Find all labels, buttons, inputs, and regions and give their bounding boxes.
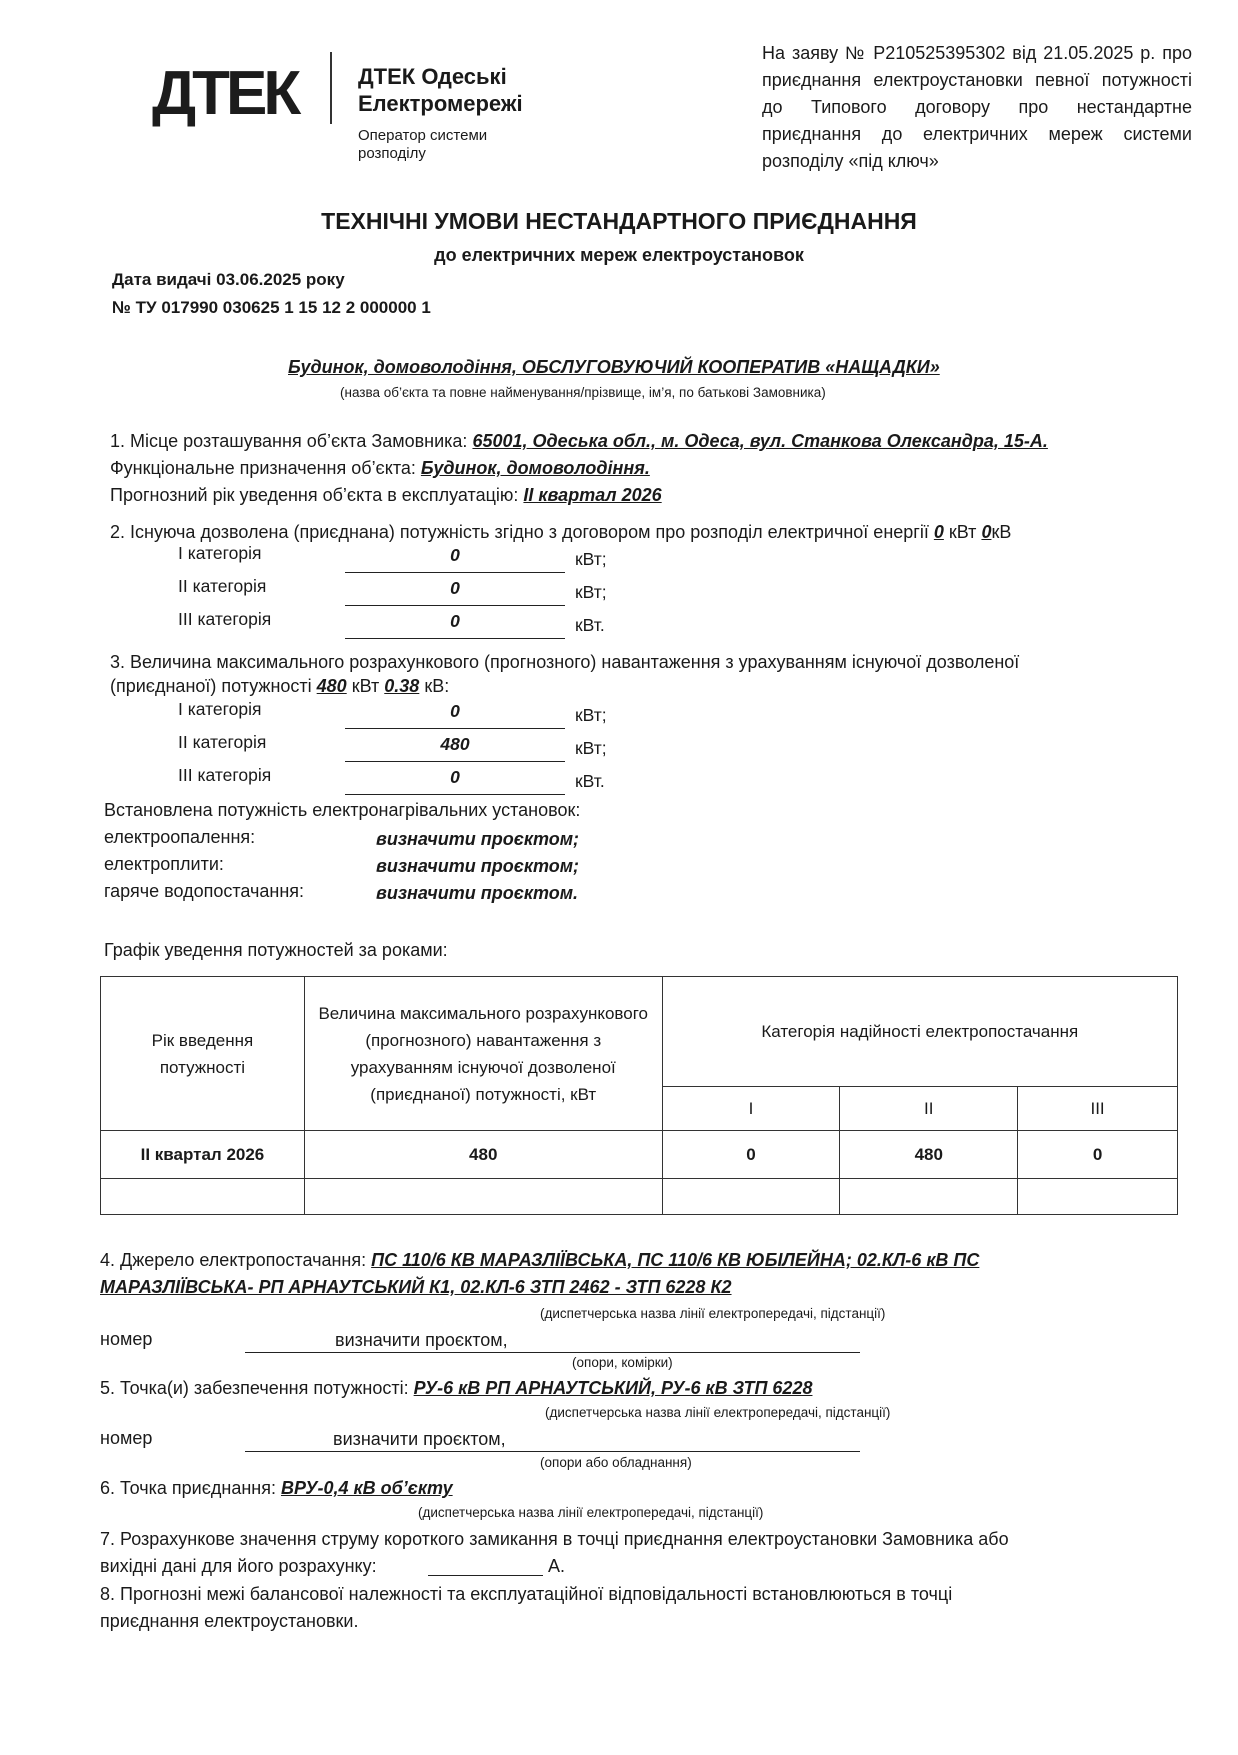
s1-year: [110, 485, 662, 506]
company-logo: ДТЕК: [152, 59, 298, 128]
company-name: [358, 63, 523, 117]
s3-power: 480: [316, 676, 347, 696]
empty-cell: [304, 1179, 662, 1215]
s2-text-a: 2. Існуюча дозволена (приєднана) потужність згідно з договором про розподіл електричної енергії: [110, 522, 929, 542]
company-name-line1: ДТЕК Одеські: [358, 64, 507, 89]
s3-row-underline: [345, 794, 565, 795]
s2-power: 0: [933, 522, 944, 542]
s3-unit-kv: кВ:: [424, 676, 450, 696]
object-name-caption: (назва об’єкта та повне найменування/прізвище, ім’я, по батькові Замовника): [340, 385, 826, 400]
s2-unit-kv: кВ: [991, 522, 1012, 542]
s3-row-value: 480: [440, 734, 470, 754]
heating-title: Встановлена потужність електронагрівальних установок:: [104, 800, 581, 820]
s3-row-label: І категорія: [178, 699, 262, 719]
company-name-line2: Електромережі: [358, 91, 523, 116]
s1-location: [110, 431, 1048, 452]
header-cat-1: І: [662, 1087, 840, 1131]
s6-point: [100, 1478, 453, 1499]
s1-year-value: ІІ квартал 2026: [523, 485, 662, 505]
s5-number-value: визначити проєктом,: [333, 1429, 506, 1449]
header-cat-3: ІІІ: [1018, 1087, 1178, 1131]
s3-line2: [110, 676, 449, 697]
operator-line2: розподілу: [358, 145, 426, 162]
s4-value-line2: МАРАЗЛІЇВСЬКА- РП АРНАУТСЬКИЙ К1, 02.КЛ-6 ЗТП 2462 - ЗТП 6228 К2: [100, 1277, 732, 1297]
s4-number-underline: [245, 1352, 860, 1353]
s2-row-unit: кВт.: [575, 615, 605, 635]
s4-number-caption: (опори, комірки): [572, 1355, 673, 1370]
issue-date: Дата видачі 03.06.2025 року: [112, 270, 345, 289]
schedule-table: [100, 976, 1178, 1215]
s5-number-caption: (опори або обладнання): [540, 1455, 692, 1470]
s3-row-unit: кВт.: [575, 771, 605, 791]
row-year: ІІ квартал 2026: [101, 1131, 305, 1179]
s5-caption: (диспетчерська назва лінії електропередачі, підстанції): [545, 1405, 891, 1420]
s4-label: 4. Джерело електропостачання:: [100, 1250, 367, 1270]
empty-cell: [101, 1179, 305, 1215]
s5-label: 5. Точка(и) забезпечення потужності:: [100, 1378, 409, 1398]
s4-number-value: визначити проєктом,: [335, 1330, 508, 1350]
tu-number: № ТУ 017990 030625 1 15 12 2 000000 1: [112, 298, 431, 317]
empty-cell: [1018, 1179, 1178, 1215]
s3-row-underline: [345, 761, 565, 762]
s3-row-value: 0: [450, 767, 460, 787]
heating-label: електроопалення:: [104, 827, 256, 847]
s2-row-label: ІІ категорія: [178, 576, 267, 596]
s2-unit-kw: кВт: [948, 522, 977, 542]
s2-row-unit: кВт;: [575, 549, 607, 569]
s3-row-underline: [345, 728, 565, 729]
s7-line2: вихідні дані для його розрахунку:: [100, 1556, 377, 1576]
s3-row-value: 0: [450, 701, 460, 721]
s8-line1: 8. Прогнозні межі балансової належності та експлуатаційної відповідальності встановлюються в точці: [100, 1584, 953, 1604]
logo-divider: [330, 52, 332, 124]
s2-row-label: ІІІ категорія: [178, 609, 272, 629]
s2-row-value: 0: [450, 578, 460, 598]
row-cat-1: 0: [662, 1131, 840, 1179]
s3-row-unit: кВт;: [575, 738, 607, 758]
heating-label: електроплити:: [104, 854, 224, 874]
operator-caption: [358, 127, 487, 163]
s2-row-value: 0: [450, 545, 460, 565]
s3-line1: 3. Величина максимального розрахункового (прогнозного) навантаження з урахуванням існуючої дозволеної: [110, 652, 1020, 672]
s1-location-label: 1. Місце розташування об’єкта Замовника:: [110, 431, 468, 451]
s1-purpose-value: Будинок, домоволодіння.: [420, 458, 650, 478]
row-load: 480: [304, 1131, 662, 1179]
row-cat-2: 480: [840, 1131, 1018, 1179]
heating-value: визначити проєктом.: [376, 883, 579, 903]
heating-value: визначити проєктом;: [376, 856, 580, 876]
s7-unit: А.: [548, 1556, 566, 1576]
s1-year-label: Прогнозний рік уведення об’єкта в експлуатацію:: [110, 485, 519, 505]
s6-value: ВРУ-0,4 кВ об’єкту: [280, 1478, 453, 1498]
s4-value-line1: ПС 110/6 КВ МАРАЗЛІЇВСЬКА, ПС 110/6 КВ ЮБІЛЕЙНА; 02.КЛ-6 кВ ПС: [371, 1250, 980, 1270]
s7-line1: 7. Розрахункове значення струму короткого замикання в точці приєднання електроустановки Замовника або: [100, 1529, 1009, 1549]
s3-row-label: ІІІ категорія: [178, 765, 272, 785]
s2-row-label: І категорія: [178, 543, 262, 563]
document-subtitle: до електричних мереж електроустановок: [434, 245, 804, 265]
heating-value: визначити проєктом;: [376, 829, 580, 849]
s3-voltage: 0.38: [384, 676, 420, 696]
s3-line2-text: (приєднаної) потужності: [110, 676, 312, 696]
s2-row-value: 0: [450, 611, 460, 631]
s2-voltage: 0: [981, 522, 992, 542]
header-load: Величина максимального розрахункового (прогнозного) навантаження з урахуванням існуючої дозволеної (приєднаної) потужності, кВт: [304, 977, 662, 1131]
s2-text: [110, 522, 1011, 543]
s4-number-label: номер: [100, 1329, 153, 1349]
object-name: Будинок, домоволодіння, ОБСЛУГОВУЮЧИЙ КООПЕРАТИВ «НАЩАДКИ»: [288, 357, 940, 377]
header-cat-2: ІІ: [840, 1087, 1018, 1131]
s5-number-underline: [245, 1451, 860, 1452]
s5-point: [100, 1378, 812, 1399]
s1-purpose-label: Функціональне призначення об’єкта:: [110, 458, 416, 478]
schedule-title: Графік уведення потужностей за роками:: [104, 940, 448, 960]
s2-row-underline: [345, 572, 565, 573]
s5-number-label: номер: [100, 1428, 153, 1448]
s2-row-unit: кВт;: [575, 582, 607, 602]
s3-row-label: ІІ категорія: [178, 732, 267, 752]
s6-caption: (диспетчерська назва лінії електропередачі, підстанції): [418, 1505, 764, 1520]
s1-location-value: 65001, Одеська обл., м. Одеса, вул. Станкова Олександра, 15-А.: [472, 431, 1048, 451]
s4-source: [100, 1250, 979, 1271]
s8-line2: приєднання електроустановки.: [100, 1611, 359, 1631]
s2-row-underline: [345, 638, 565, 639]
s5-value: РУ-6 кВ РП АРНАУТСЬКИЙ, РУ-6 кВ ЗТП 6228: [413, 1378, 813, 1398]
s3-unit-kw: кВт: [351, 676, 380, 696]
s4-caption: (диспетчерська назва лінії електропередачі, підстанції): [540, 1306, 886, 1321]
operator-line1: Оператор системи: [358, 127, 488, 144]
request-reference: На заяву № Р210525395302 від 21.05.2025 р. про приєднання електроустановки певної потужності до Типового договору про нестандартне приєднання до електричних мереж системи розподілу «під ключ»: [762, 43, 1192, 171]
s6-label: 6. Точка приєднання:: [100, 1478, 276, 1498]
heating-label: гаряче водопостачання:: [104, 881, 305, 901]
empty-cell: [662, 1179, 840, 1215]
row-cat-3: 0: [1018, 1131, 1178, 1179]
document-title: ТЕХНІЧНІ УМОВИ НЕСТАНДАРТНОГО ПРИЄДНАННЯ: [321, 208, 917, 234]
empty-cell: [840, 1179, 1018, 1215]
s7-blank: [428, 1575, 543, 1576]
s2-row-underline: [345, 605, 565, 606]
header-category: Категорія надійності електропостачання: [662, 977, 1177, 1087]
s3-row-unit: кВт;: [575, 705, 607, 725]
s1-purpose: [110, 458, 650, 479]
header-year: Рік введення потужності: [101, 977, 305, 1131]
